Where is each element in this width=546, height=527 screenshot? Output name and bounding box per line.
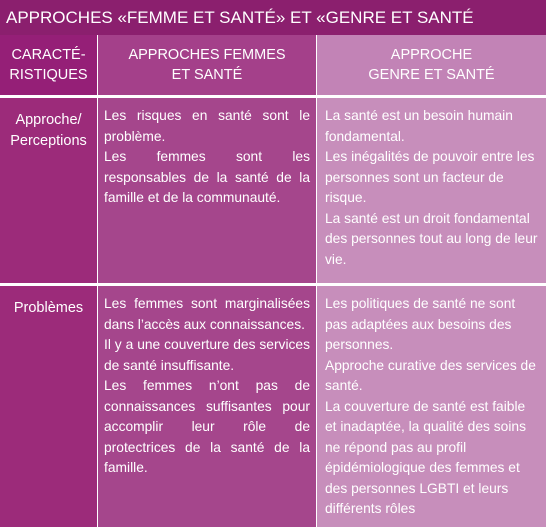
header-characteristics [0,35,97,95]
cell-paragraph: Les risques en santé sont le problème. [104,108,310,144]
cell-paragraph: Il y a une couverture des services de santé insuffisante. [104,337,310,373]
cell-paragraph: La couverture de santé est faible et inadaptée, la qualité des soins ne répond pas au profil épidémiologique des femmes et des personnes LGBTI et leurs différents rôles [325,398,526,516]
header-femmes-sante-label: APPROCHES FEMMES ET SANTÉ [128,47,286,83]
comparison-table [0,35,546,527]
row-label-approche [0,98,97,283]
row-label-text: Problèmes [13,300,84,316]
cell-paragraph: Les femmes sont les responsables de la santé de la famille et de la communauté. [104,149,310,205]
cell-problemes-genre [316,286,546,527]
cell-paragraph: Les inégalités de pouvoir entre les personnes sont un facteur de risque. [325,149,535,205]
cell-paragraph: La santé est un besoin humain fondamental. [325,108,513,144]
cell-paragraph: Les politiques de santé ne sont pas adaptées aux besoins des personnes. [325,296,516,352]
table-title: APPROCHES «FEMME ET SANTÉ» ET «GENRE ET SANTÉ [0,0,546,35]
header-genre-sante-label: APPROCHE GENRE ET SANTÉ [368,47,495,83]
cell-paragraph: Les femmes n’ont pas de connaissances suffisantes pour accomplir leur rôle de protectrices de la santé de la famille. [104,378,310,475]
header-characteristics-label: CARACTÉ- RISTIQUES [9,47,88,83]
cell-approche-genre [316,98,546,283]
cell-approche-femmes [97,98,316,283]
cell-paragraph: Les femmes sont marginalisées dans l’accès aux connaissances. [104,296,310,332]
header-femmes-sante [97,35,316,95]
header-genre-sante [316,35,546,95]
row-label-problemes [0,286,97,527]
row-label-text: Approche/ Perceptions [10,112,87,149]
cell-paragraph: Approche curative des services de santé. [325,357,536,393]
cell-paragraph: La santé est un droit fondamental des personnes tout au long de leur vie. [325,210,538,267]
cell-problemes-femmes [97,286,316,527]
